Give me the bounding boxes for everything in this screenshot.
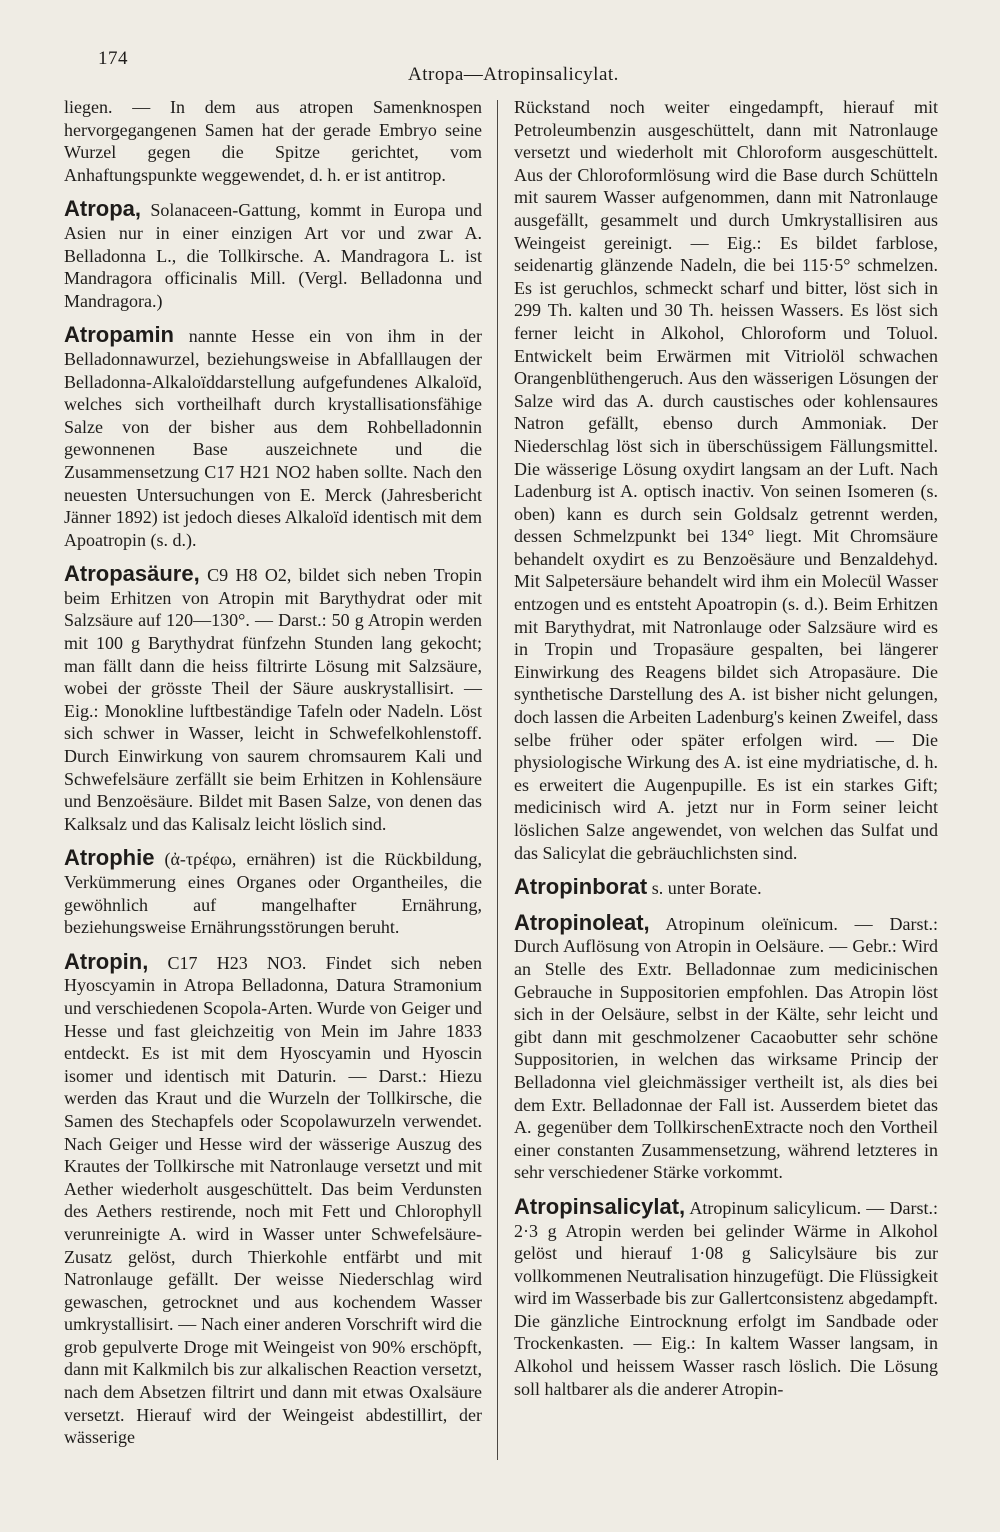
entry-text: nannte Hesse ein von ihm in der Belladonnawurzel, beziehungsweise in Abfalllaugen der Belladonna-Alkaloïddarstellung aufgefundenes Alkaloïd, welches sich vortheilhaft durch krystallisationsfähige Salze von der bisher aus dem Rohbelladonnin gewonnenen Base auszeichnete und die Zusammensetzung C17 H21 NO2 haben sollte. Nach den neuesten Untersuchungen von E. Merck (Jahresbericht Jänner 1892) ist jedoch dieses Alkaloïd identisch mit dem Apoatropin (s. d.). xyxy=(64,326,482,550)
entry-text: (ἀ-τρέφω, ernähren) ist die Rückbildung, Verkümmerung eines Organes oder Organtheiles, die gewöhnlich auf mangelhafter Ernährung, beziehungsweise Ernährungsstörungen beruht. xyxy=(64,849,482,938)
entry-text: Atropinum oleïnicum. — Darst.: Durch Auflösung von Atropin in Oelsäure. — Gebr.: Wird an Stelle des Extr. Belladonnae zum medicinischen Gebrauche in Suppositorien empfohlen. Das Atropin löst sich in der Oelsäure, selbst in der Kälte, sehr leicht und gibt dann mit geschmolzener Cacaobutter sehr schöne Suppositorien, in welchen das wirksame Princip der Belladonna viel gleichmässiger vertheilt ist, als dies bei dem Extr. Belladonnae der Fall ist. Ausserdem bietet das A. gegenüber dem TollkirschenExtracte noch den Vortheil einer constanten Zusammensetzung, während letzteres in sehr verschiedener Stärke vorkommt. xyxy=(514,913,938,1183)
entry-headword: Atropin, xyxy=(64,948,149,974)
entry-atropinsalicylat xyxy=(514,1193,938,1400)
entry-atropamin xyxy=(64,324,482,551)
entry-atropin xyxy=(64,948,482,1449)
right-column xyxy=(514,96,938,1400)
entry-text: Atropinum salicylicum. — Darst.: 2·3 g Atropin werden bei gelinder Wärme in Alkohol gelöst und hierauf 1·08 g Salicylsäure bis zur vollkommenen Neutralisation hinzugefügt. Die Flüssigkeit wird im Wasserbade bis zur Gallertconsistenz abgedampft. Die gänzliche Eintrocknung erfolgt im Sandbade oder Trockenkasten. — Eig.: In kaltem Wasser langsam, in Alkohol und heissem Wasser rasch löslich. Die Lösung soll haltbarer als die anderer Atropin- xyxy=(514,1197,938,1399)
entry-atropasaeure xyxy=(64,563,482,835)
running-head: Atropa—Atropinsalicylat. xyxy=(408,64,619,85)
entry-headword: Atropinsalicylat, xyxy=(514,1193,686,1219)
entry-atropa xyxy=(64,198,482,312)
entry-atrophie xyxy=(64,847,482,938)
entry-headword: Atropinoleat, xyxy=(514,909,650,935)
entry-text: C9 H8 O2, bildet sich neben Tropin beim Erhitzen von Atropin mit Barythydrat oder mit Salzsäure auf 120—130°. — Darst.: 50 g Atropin werden mit 100 g Barythydrat fünfzehn Stunden lang gekocht; man fällt dann die heiss filtrirte Lösung mit Salzsäure, wobei der grösste Theil der Säure auskrystallisirt. — Eig.: Monokline luftbeständige Tafeln oder Nadeln. Löst sich schwer in Wasser, leicht in Schwefelkohlenstoff. Durch Einwirkung von saurem chromsaurem Kali und Schwefelsäure zerfällt sie beim Erhitzen in Kohlensäure und Benzoësäure. Bildet mit Basen Salze, von denen das Kalksalz und das Kalisalz leicht löslich sind. xyxy=(64,565,482,834)
entry-headword: Atropinborat xyxy=(514,874,648,900)
entry-atropin-continuation xyxy=(514,96,938,864)
entry-text: liegen. — In dem aus atropen Samenknospen hervorgegangenen Samen hat der gerade Embryo seine Wurzel gegen die Spitze gerichtet, vom Anhaftungspunkte weggewendet, d. h. er ist antitrop. xyxy=(64,97,482,185)
left-column xyxy=(64,96,482,1449)
entry-text: Solanaceen-Gattung, kommt in Europa und Asien nur in einer einzigen Art vor und zwar A. Belladonna L., die Tollkirsche. A. Mandragora L. ist Mandragora officinalis Mill. (Vergl. Belladonna und Mandragora.) xyxy=(64,200,482,311)
entry-text: Rückstand noch weiter eingedampft, hierauf mit Petroleumbenzin ausgeschüttelt, dann mit Natronlauge versetzt und wiederholt mit Chloroform ausgeschüttelt. Aus der Chloroformlösung wird die Base durch Schütteln mit saurem Wasser aufgenommen, dann mit Natronlauge ausgefällt, gesammelt und durch Umkrystallisiren aus Weingeist gereinigt. — Eig.: Es bildet farblose, seidenartig glänzende Nadeln, die bei 115·5° schmelzen. Es ist geruchlos, schmeckt scharf und bitter, löst sich in 299 Th. kalten und 30 Th. heissen Wassers. Es löst sich ferner leicht in Alkohol, Chloroform und Toluol. Entwickelt beim Erwärmen mit Vitriolöl schwachen Orangenblüthengeruch. Aus den wässerigen Lösungen der Salze wird das A. durch caustisches oder kohlensaures Natron gefällt, ebenso durch Ammoniak. Der Niederschlag löst sich in überschüssigem Fällungsmittel. Die wässerige Lösung oxydirt langsam an der Luft. Nach Ladenburg ist A. optisch inactiv. Von seinen Isomeren (s. oben) kann es durch sein Goldsalz getrennt werden, dessen Schmelzpunkt bei 134° liegt. Mit Chromsäure behandelt oxydirt es zu Benzoësäure und Benzaldehyd. Mit Salpetersäure behandelt wird ihm ein Molecül Wasser entzogen und es entsteht Apoatropin (s. d.). Beim Erhitzen mit Barythydrat, mit Natronlauge oder Salzsäure wird es in Tropin und Tropasäure gespalten, bei längerer Einwirkung des Reagens bildet sich Atropasäure. Die synthetische Darstellung des A. ist bisher nicht gelungen, doch lassen die Arbeiten Ladenburg's keinen Zweifel, dass selbe früher oder später erfolgen wird. — Die physiologische Wirkung des A. ist eine mydriatische, d. h. es erweitert die Augenpupille. Es ist ein starkes Gift; medicinisch wird A. jetzt nur in Form seiner leicht löslichen Salze angewendet, von welchen das Sulfat und das Salicylat die gebräuchlichsten sind. xyxy=(514,97,938,863)
page-number: 174 xyxy=(98,48,128,69)
entry-headword: Atropasäure, xyxy=(64,561,200,587)
entry-headword: Atrophie xyxy=(64,845,155,871)
entry-text: C17 H23 NO3. Findet sich neben Hyoscyamin in Atropa Belladonna, Datura Stramonium und verschiedenen Scopola-Arten. Wurde von Geiger und Hesse und fast gleichzeitig von Mein im Jahre 1833 entdeckt. Es ist mit dem Hyoscyamin und Hyoscin isomer und identisch mit Daturin. — Darst.: Hiezu werden das Kraut und die Wurzeln der Tollkirsche, die Samen des Stechapfels oder Scopolawurzeln verwendet. Nach Geiger und Hesse wird der wässerige Auszug des Krautes der Tollkirsche mit Natronlauge versetzt und mit Aether wiederholt ausgeschüttelt. Das beim Verdunsten des Aethers restirende, noch mit Fett und Chlorophyll verunreinigte A. wird in Wasser unter Schwefelsäure-Zusatz gelöst, durch Thierkohle entfärbt und mit Natronlauge gefällt. Der weisse Niederschlag wird gewaschen, getrocknet und aus kochendem Wasser umkrystallisirt. — Nach einer anderen Vorschrift wird die grob gepulverte Droge mit Weingeist von 90% erschöpft, dann mit Kalkmilch bis zur alkalischen Reaction versetzt, nach dem Absetzen filtrirt und dann mit etwas Oxalsäure versetzt. Hierauf wird der Weingeist abdestillirt, der wässerige xyxy=(64,952,482,1448)
entry-text: s. unter Borate. xyxy=(647,878,762,899)
entry-headword: Atropa, xyxy=(64,196,141,222)
entry-headword: Atropamin xyxy=(64,322,174,348)
entry-intro-continuation xyxy=(64,96,482,186)
entry-atropinborat xyxy=(514,876,938,900)
column-divider xyxy=(497,100,498,1460)
entry-atropinoleat xyxy=(514,909,938,1184)
